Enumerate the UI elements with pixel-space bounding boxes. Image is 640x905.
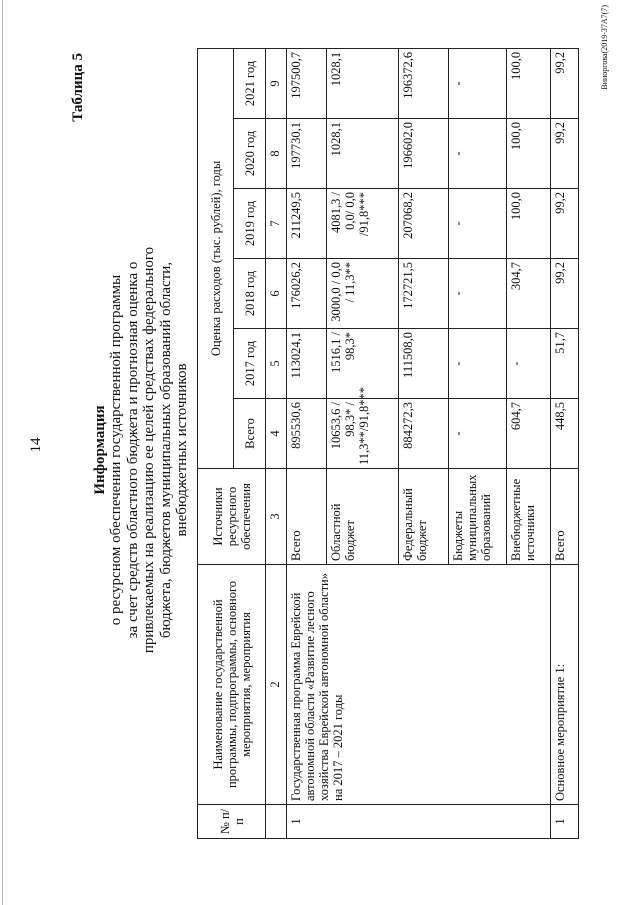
value-cell: 604,7 (507, 399, 551, 469)
index-cell: 3 (266, 469, 287, 565)
value-cell: 100,0 (507, 119, 551, 189)
value-cell: 197730,1 (287, 119, 327, 189)
scan-edge-line (2, 0, 3, 905)
header-year-2019: 2019 год (234, 189, 266, 259)
value-cell: 4081,3 / 0,0/ 0,0 /91,8*** (327, 189, 399, 259)
index-cell: 6 (266, 259, 287, 329)
value-cell: 111508,0 (399, 329, 449, 399)
value-cell: - (449, 48, 507, 118)
title-line: бюджета, бюджетов муниципальных образований области, (157, 261, 174, 639)
index-cell: 8 (266, 119, 287, 189)
value-cell: 176026,2 (287, 259, 327, 329)
document-title (92, 145, 190, 755)
title-line: привлекаемых на реализацию ее целей средствах федерального (141, 246, 158, 654)
value-cell: 1028,1 (327, 119, 399, 189)
header-year-2018: 2018 год (234, 259, 266, 329)
index-cell: 7 (266, 189, 287, 259)
program-name: Государственная программа Еврейской автономной области «Развитие лесного хозяйства Еврейской автономной области» на 2017 – 2021 годы (287, 565, 551, 805)
value-cell: 99,2 (551, 259, 579, 329)
title-line: внебюджетных источников (174, 363, 191, 537)
header-year-total: Всего (234, 399, 266, 469)
table-row (551, 48, 579, 838)
value-cell: 207068,2 (399, 189, 449, 259)
header-name: Наименование государственной программы, подпрограммы, основного мероприятия, мероприятия (198, 565, 266, 805)
value-cell: 100,0 (507, 48, 551, 118)
value-cell: 884272,3 (399, 399, 449, 469)
index-cell: 9 (266, 48, 287, 118)
page-number: 14 (28, 437, 44, 453)
value-cell: - (449, 399, 507, 469)
value-cell: 196602,0 (399, 119, 449, 189)
header-year-2021: 2021 год (234, 48, 266, 118)
value-cell: 99,2 (551, 189, 579, 259)
header-estimate: Оценка расходов (тыс. рублей), годы (198, 48, 234, 468)
index-row (266, 48, 287, 838)
value-cell: - (449, 329, 507, 399)
header-num: № п/п (198, 805, 266, 839)
header-source: Источники ресурсного обеспечения (198, 469, 266, 565)
table-row (287, 48, 327, 838)
value-cell: 1028,1 (327, 48, 399, 118)
value-cell: 99,2 (551, 119, 579, 189)
program-num: 1 (287, 805, 551, 839)
value-cell: 895530,6 (287, 399, 327, 469)
index-cell: 5 (266, 329, 287, 399)
value-cell: 211249,5 (287, 189, 327, 259)
value-cell: 1516,1 / 98,3* (327, 329, 399, 399)
index-cell: 2 (266, 565, 287, 805)
value-cell: 3000,0 / 0,0 / 11,3** (327, 259, 399, 329)
value-cell: - (507, 329, 551, 399)
table-label: Таблица 5 (70, 53, 86, 122)
title-line: за счет средств областного бюджета и прогнозная оценка о (124, 261, 141, 639)
title-heading: Информация (92, 405, 108, 495)
title-line: о ресурсном обеспечении государственной программы (108, 274, 125, 626)
activity-name: Основное мероприятие 1: (551, 565, 579, 805)
header-year-2017: 2017 год (234, 329, 266, 399)
index-cell: 4 (266, 399, 287, 469)
value-cell: 304,7 (507, 259, 551, 329)
value-cell: 196372,6 (399, 48, 449, 118)
value-cell: 100,0 (507, 189, 551, 259)
value-cell: 51,7 (551, 329, 579, 399)
source-cell: Всего (287, 469, 327, 565)
resource-table (197, 48, 579, 839)
source-cell: Областной бюджет (327, 469, 399, 565)
source-cell: Внебюджетные источники (507, 469, 551, 565)
activity-num: 1 (551, 805, 579, 839)
value-cell: 10653,6 / 98,3* / 11,3**/91,8*** (327, 399, 399, 469)
value-cell: - (449, 119, 507, 189)
value-cell: 172721,5 (399, 259, 449, 329)
index-cell (266, 805, 287, 839)
source-cell: Всего (551, 469, 579, 565)
source-cell: Федеральный бюджет (399, 469, 449, 565)
value-cell: 113024,1 (287, 329, 327, 399)
value-cell: - (449, 259, 507, 329)
value-cell: - (449, 189, 507, 259)
footer-code: Вииоргова(2019-37А7(7) (600, 5, 609, 90)
source-cell: Бюджеты муниципальных образований (449, 469, 507, 565)
header-year-2020: 2020 год (234, 119, 266, 189)
value-cell: 99,2 (551, 48, 579, 118)
value-cell: 448,5 (551, 399, 579, 469)
value-cell: 197500,7 (287, 48, 327, 118)
